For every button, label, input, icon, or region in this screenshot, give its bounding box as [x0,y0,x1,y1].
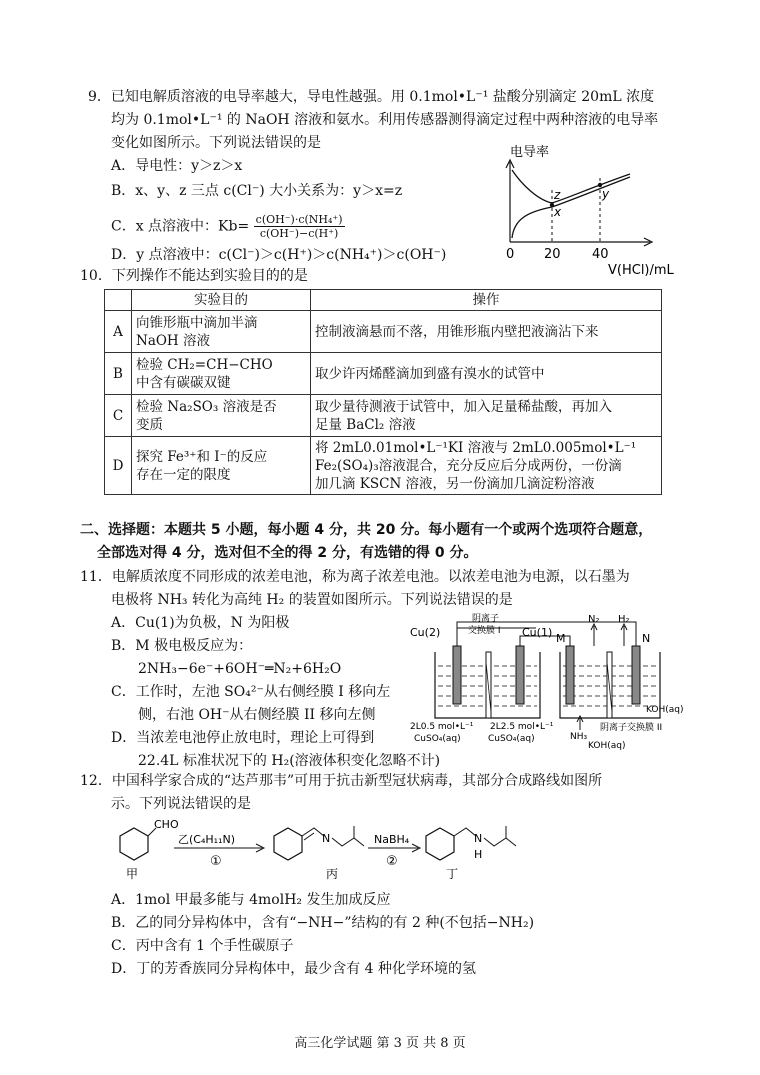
amine-chain [454,828,476,836]
conductivity-chart [500,140,700,278]
label-left-cuso4: CuSO₄(aq) [414,734,461,744]
q12-option-d: D．丁的芳香族同分异构体中，最少含有 4 种化学环境的氢 [111,961,477,977]
label-amine-n: N [474,832,483,845]
tick-0: 0 [506,247,515,262]
table-header-goal: 实验目的 [132,290,311,311]
q11-option-b-line2: 2NH₃−6e⁻+6OH⁻═N₂+6H₂O [138,661,342,677]
row-key: A [105,311,132,353]
label-jia: 甲 [126,867,139,881]
label-m: M [556,632,566,645]
q11-stem-line2: 电极将 NH₃ 转化为高纯 H₂ 的装置如图所示。下列说法错误的是 [111,592,513,608]
fraction-numerator: c(OH⁻)·c(NH₄⁺) [255,213,343,226]
row-key: C [105,395,132,437]
reagent-2: NaBH₄ [374,833,410,846]
row-goal: 检验 CH₂=CH−CHO 中含有碳碳双键 [132,353,311,395]
row-key: B [105,353,132,395]
synthesis-scheme [112,818,552,884]
label-amine-h: H [474,848,483,861]
row-goal: 检验 Na₂SO₃ 溶液是否 变质 [132,395,311,437]
label-koh-bottom: KOH(aq) [588,741,626,751]
label-cu1: Cu(1) [522,626,553,639]
row-key: D [105,437,132,495]
label-cu2: Cu(2) [410,626,441,639]
tick-20: 20 [544,247,561,262]
q10-table [104,289,662,495]
q9-option-a: A．导电性：y＞z＞x [111,158,243,174]
label-n2: N₂ [588,614,600,625]
q9-stem-line2: 均为 0.1mol•L⁻¹ 的 NaOH 溶液和氨水。利用传感器测得滴定过程中两种溶液的电导率 [111,112,659,128]
label-right-conc: 2L2.5 mol•L⁻¹ [490,722,554,732]
chart-ylabel: 电导率 [510,145,550,160]
q9-option-b: B．x、y、z 三点 c(Cl⁻) 大小关系为：y＞x=z [111,183,403,199]
q9-option-c-fraction [254,213,345,240]
point-label-z: z [554,188,561,202]
reagent-1: 乙(C₄H₁₁N) [178,833,235,846]
q9-stem-line1: 9．已知电解质溶液的电导率越大，导电性越强。用 0.1mol•L⁻¹ 盐酸分别滴定 20mL 浓度 [88,89,655,105]
table-header-operation: 操作 [311,290,662,311]
label-cho: CHO [154,818,179,831]
point-label-x: x [554,205,562,219]
imine-chain [302,828,324,836]
table-row [105,311,662,353]
q12-option-c: C．丙中含有 1 个手性碳原子 [111,938,294,954]
row-operation: 将 2mL0.01mol•L⁻¹KI 溶液与 2mL0.005mol•L⁻¹ Fe₂(SO₄)₃溶液混合，充分反应后分成两份，一份滴 加几滴 KSCN 溶液，另一份滴加几滴淀粉溶液 [311,437,662,495]
fraction-denominator: c(OH⁻)−c(H⁺) [259,227,339,240]
row-goal: 探究 Fe³⁺和 I⁻的反应 存在一定的限度 [132,437,311,495]
label-nh3: NH₃ [570,732,588,742]
label-n: N [642,632,651,645]
table-row [105,437,662,495]
table-header-blank [105,290,132,311]
cu2-electrode [453,646,461,704]
section2-heading-line1: 二、选择题：本题共 5 小题，每小题 4 分，共 20 分。每小题有一个或两个选项符合题意， [80,522,653,538]
page-footer: 高三化学试题 第 3 页 共 8 页 [294,1036,466,1051]
label-left-conc: 2L0.5 mol•L⁻¹ [410,722,474,732]
q11-option-b-line1: B．M 极电极反应为： [111,638,253,654]
naoh-curve [512,170,630,203]
benzene-ring-ding [426,828,454,860]
q12-stem-line2: 示。下列说法错误的是 [111,796,251,812]
row-goal: 向锥形瓶中滴加半滴 NaOH 溶液 [132,311,311,353]
cu1-electrode [516,646,524,704]
label-right-cuso4: CuSO₄(aq) [488,734,535,744]
label-imine-n: N [322,832,331,845]
isobutyl-chain-bing [332,826,364,846]
label-membrane1-a: 阴离子 [472,614,500,624]
q9-option-c [111,213,345,240]
q11-option-c-line2: 侧，右池 OH⁻从右侧经膜 II 移向左侧 [138,707,376,723]
label-ding: 丁 [446,867,459,881]
label-membrane1-b: 交换膜 I [468,626,501,636]
q11-option-d-line1: D．当浓差电池停止放电时，理论上可得到 [111,730,375,746]
point-label-y: y [602,187,610,201]
label-bing: 丙 [326,867,339,881]
q11-stem-line1: 11．电解质浓度不同形成的浓差电池，称为离子浓差电池。以浓差电池为电源，以石墨为 [80,569,630,585]
q9-option-c-label: C．x 点溶液中：Kb= [111,218,250,235]
table-header-row [105,290,662,311]
q12-option-a: A．1mol 甲最多能与 4molH₂ 发生加成反应 [111,892,391,908]
q10-stem: 10．下列操作不能达到实验目的的是 [80,268,308,284]
concentration-cell-apparatus [410,612,690,752]
row-operation: 取少许丙烯醛滴加到盛有溴水的试管中 [311,353,662,395]
section2-heading-line2: 全部选对得 4 分，选对但不全的得 2 分，有选错的得 0 分。 [97,545,478,561]
table-row [105,353,662,395]
benzene-ring-bing [274,828,302,860]
q11-option-d-line2: 22.4L 标准状况下的 H₂(溶液体积变化忽略不计) [138,753,441,769]
n-electrode [632,646,640,704]
table-row [105,395,662,437]
ammonia-curve [512,177,630,238]
q11-option-c-line1: C．工作时，左池 SO₄²⁻从右侧经膜 I 移向左 [111,684,391,700]
isobutyl-chain-ding [484,826,516,846]
m-electrode [566,646,574,704]
label-h2: H₂ [618,614,630,625]
q12-stem-line1: 12．中国科学家合成的“达芦那韦”可用于抗击新型冠状病毒，其部分合成路线如图所 [80,773,603,789]
label-membrane2: 阴离子交换膜 II [600,723,663,733]
step-2: ② [386,854,398,869]
q9-option-d: D．y 点溶液中：c(Cl⁻)＞c(H⁺)＞c(NH₄⁺)＞c(OH⁻) [111,247,447,263]
chart-xlabel: V(HCl)/mL [608,263,674,278]
q9-stem-line3: 变化如图所示。下列说法错误的是 [111,135,321,151]
tick-40: 40 [592,247,609,262]
row-operation: 控制液滴悬而不落，用锥形瓶内壁把液滴沾下来 [311,311,662,353]
label-koh-right: KOH(aq) [646,705,684,715]
row-operation: 取少量待测液于试管中，加入足量稀盐酸，再加入 足量 BaCl₂ 溶液 [311,395,662,437]
q12-option-b: B．乙的同分异构体中，含有“−NH−”结构的有 2 种(不包括−NH₂) [111,915,535,931]
q11-option-a: A．Cu(1)为负极，N 为阳极 [111,615,290,631]
step-1: ① [210,854,222,869]
